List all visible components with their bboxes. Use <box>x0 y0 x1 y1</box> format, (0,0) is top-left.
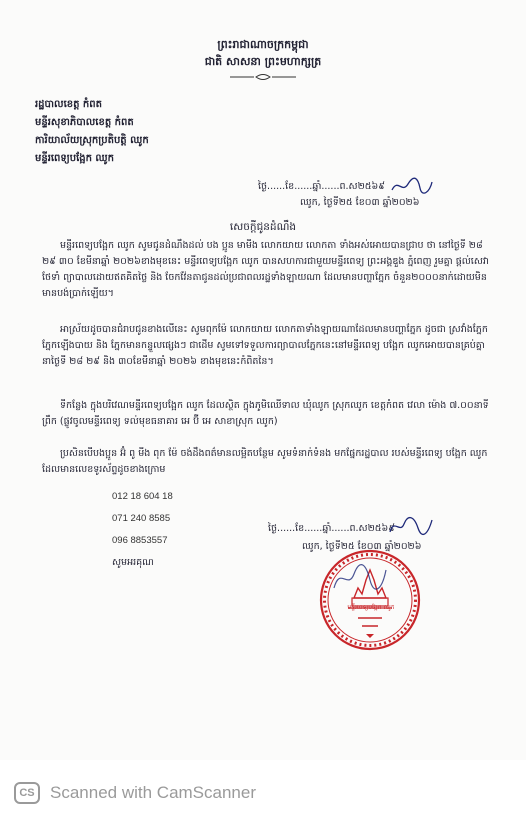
sender-line-2: មន្ទីរសុខាភិបាលខេត្ត កំពត <box>35 117 134 128</box>
kingdom-header: ព្រះរាជាណាចក្រកម្ពុជា <box>217 38 309 51</box>
date-bottom-solar: ឈូក, ថ្ងៃទី២៥ ខែ០៣ ឆ្នាំ២០២៦ <box>302 541 422 552</box>
sender-line-1: រដ្ឋបាលខេត្ត កំពត <box>35 99 102 110</box>
phone-number-2: 071 240 8585 <box>112 513 171 524</box>
paragraph-2: អាស្រ័យដូចបានជំរាបជូនខាងលើនេះ សូមពុកម៉ែ លោកយាយ លោកតាទាំងឡាយណាដែលមានបញ្ហាភ្នែក ដូចជា ស្រវាំងភ្នែក ភ្នែកឡើងបាយ និង ភ្នែកមានកន្ទួលផ្សេងៗ ជាដើម សូមទៅទទួលការព្យាបាលភ្នែកនេះនៅមន្ទីរពេទ្យ បង្អែក ឈូកអោយបានគ្រប់គ្នា នាថ្ងៃទី ២៨ ២៩ និង ៣០ខែមីនាឆ្នាំ ២០២៦ ខាងមុខនេះកំពិតនៃ។ <box>42 324 488 367</box>
date-bottom-lunar: ថ្ងៃ......ខែ......ឆ្នាំ......ព.ស២៥៦៩ <box>268 523 395 534</box>
signature-top <box>390 176 434 196</box>
paragraph-1: មន្ទីរពេទ្យបង្អែក ឈូក សូមជូនដំណឹងដល់ បង ប្អូន មាមីង លោកយាយ លោកតា ទាំងអស់អោយបានជ្រាប ថា នៅថ្ងៃទី ២៨ ២៩ ៣០ ខែមីនាឆ្នាំ ២០២៦ខាងមុខនេះ មន្ទីរពេទ្យបង្អែក ឈូក បានសហការជាមួយមន្ទីរពេទ្យ ព្រះអង្គឌួង ភ្នំពេញ រួមគ្នា ផ្តល់សេវាថែទាំ ព្យាបាលដោយឥតគិតថ្លៃ និង ចែកវ៉ែនតាជូនដល់ប្រជាពលរដ្ឋទាំងឡាយណា ដែលមានបញ្ហាភ្នែក ចំនួន២០០០នាក់ដោយមិនមានបង់ប្រាក់ឡើយ។ <box>42 240 489 299</box>
scanner-watermark-bar <box>0 760 526 821</box>
signature-over-stamp <box>330 560 390 596</box>
motto-header: ជាតិ សាសនា ព្រះមហាក្សត្រ <box>204 55 322 68</box>
watermark-text: Scanned with CamScanner <box>50 783 257 802</box>
phone-number-1: 012 18 604 18 <box>112 491 173 502</box>
header-ornament <box>228 73 298 81</box>
notice-title: សេចក្តីជូនដំណឹង <box>229 221 297 233</box>
date-top-lunar: ថ្ងៃ......ខែ......ឆ្នាំ......ព.ស២៥៦៩ <box>258 181 385 192</box>
paragraph-3: ទីកន្លែង ក្នុងបរិវេណមន្ទីរពេទ្យបង្អែក ឈូក ដែលស្ថិត ក្នុងភូមិឈើទាល ឃុំឈូក ស្រុកឈូក ខេត្តកំពត វេលា ម៉ោង ៧.០០នាទីព្រឹក (ផ្លូវចូលមន្ទីរពេទ្យ ទល់មុខធនាគារ អេ ប៊ី អេ សាខាស្រុក ឈូក) <box>42 400 489 427</box>
date-top-solar: ឈូក, ថ្ងៃទី២៥ ខែ០៣ ឆ្នាំ២០២៦ <box>300 197 420 208</box>
camscanner-logo-icon: CS <box>14 782 40 804</box>
signature-bottom <box>388 514 434 538</box>
paragraph-4: ប្រសិនបើបងប្អូន អ៊ំ ពូ មីង ពុក ម៉ែ ចង់ដឹងពត៌មានលម្អិតបន្ថែម សូមទំនាក់ទំនង មកផ្នែករដ្ឋបាល របស់មន្ទីរពេទ្យ បង្អែក ឈូក ដែលមានលេខទូរស័ព្ទដូចខាងក្រោម <box>42 448 488 475</box>
stamp-text: មន្ទីរពេទ្យបង្អែក ឈូក <box>347 604 395 611</box>
thanks-text: សូមអរគុណ <box>112 557 154 568</box>
sender-line-3: ការិយាល័យស្រុកប្រតិបត្តិ ឈូក <box>35 135 149 146</box>
phone-number-3: 096 8853557 <box>112 535 168 546</box>
sender-line-4: មន្ទីរពេទ្យបង្អែក ឈូក <box>35 153 114 164</box>
